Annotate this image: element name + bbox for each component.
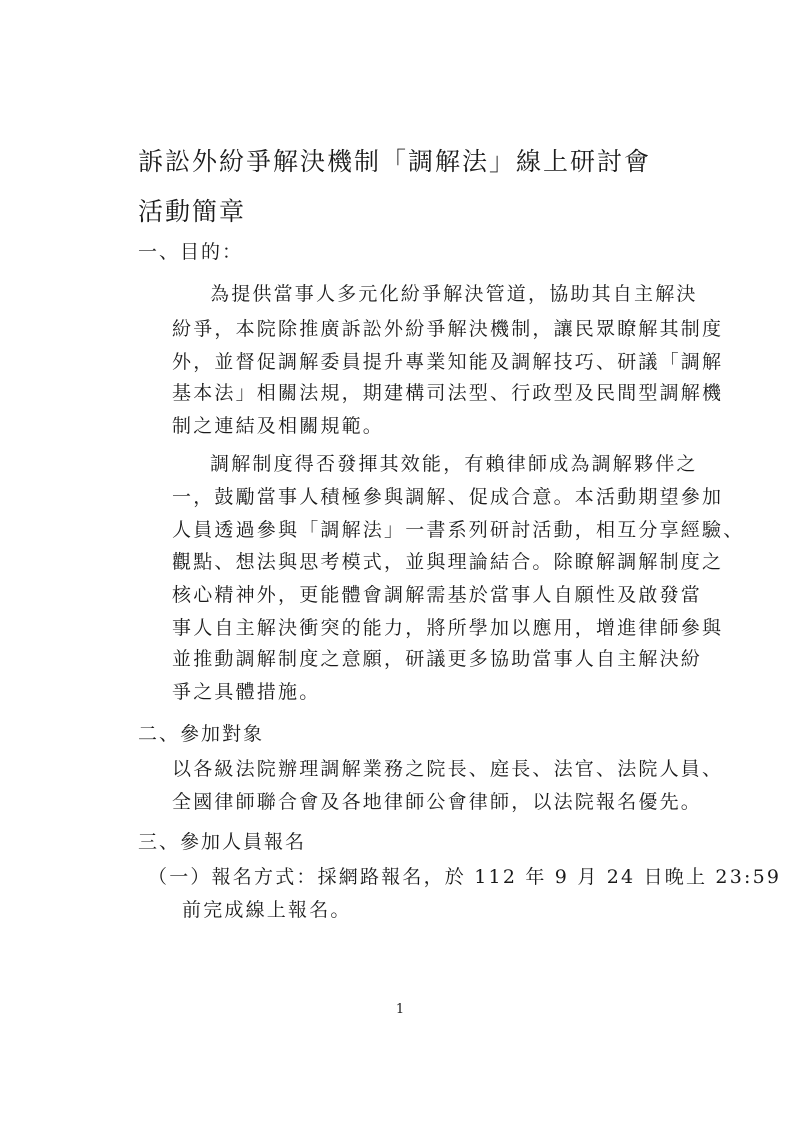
- paragraph-line: 以各級法院辦理調解業務之院長、庭長、法官、法院人員、: [172, 758, 724, 780]
- section-heading-registration: 三、參加人員報名: [138, 831, 307, 853]
- section-heading-purpose: 一、目的：: [138, 241, 244, 263]
- page-number: 1: [395, 1002, 405, 1017]
- registration-method-line: 前完成線上報名。: [182, 899, 352, 921]
- registration-method-line: （一）報名方式：採網路報名，於 112 年 9 月 24 日晚上 23:59: [148, 866, 782, 888]
- paragraph-line: 人員透過參與「調解法」一書系列研討活動，相互分享經驗、: [172, 519, 745, 541]
- paragraph-line: 事人自主解決衝突的能力，將所學加以應用，增進律師參與: [172, 617, 724, 639]
- paragraph-line: 調解制度得否發揮其效能，有賴律師成為調解夥伴之: [210, 453, 698, 475]
- paragraph-line: 制之連結及相關規範。: [172, 415, 385, 437]
- document-title: 訴訟外紛爭解決機制「調解法」線上研討會: [138, 147, 652, 176]
- document-subtitle: 活動簡章: [138, 197, 247, 226]
- paragraph-line: 全國律師聯合會及各地律師公會律師，以法院報名優先。: [172, 791, 703, 813]
- paragraph-line: 觀點、想法與思考模式，並與理論結合。除瞭解調解制度之: [172, 551, 724, 573]
- paragraph-line: 核心精神外，更能體會調解需基於當事人自願性及啟發當: [172, 584, 703, 606]
- paragraph-line: 紛爭，本院除推廣訴訟外紛爭解決機制，讓民眾瞭解其制度: [172, 318, 724, 340]
- paragraph-line: 並推動調解制度之意願，研議更多協助當事人自主解決紛: [172, 648, 703, 670]
- section-heading-participants: 二、參加對象: [138, 723, 265, 745]
- paragraph-line: 外，並督促調解委員提升專業知能及調解技巧、研議「調解: [172, 351, 724, 373]
- paragraph-line: 一，鼓勵當事人積極參與調解、促成合意。本活動期望參加: [172, 486, 724, 508]
- paragraph-line: 基本法」相關法規，期建構司法型、行政型及民間型調解機: [172, 382, 724, 404]
- paragraph-line: 為提供當事人多元化紛爭解決管道，協助其自主解決: [210, 283, 698, 305]
- paragraph-line: 爭之具體措施。: [172, 681, 321, 703]
